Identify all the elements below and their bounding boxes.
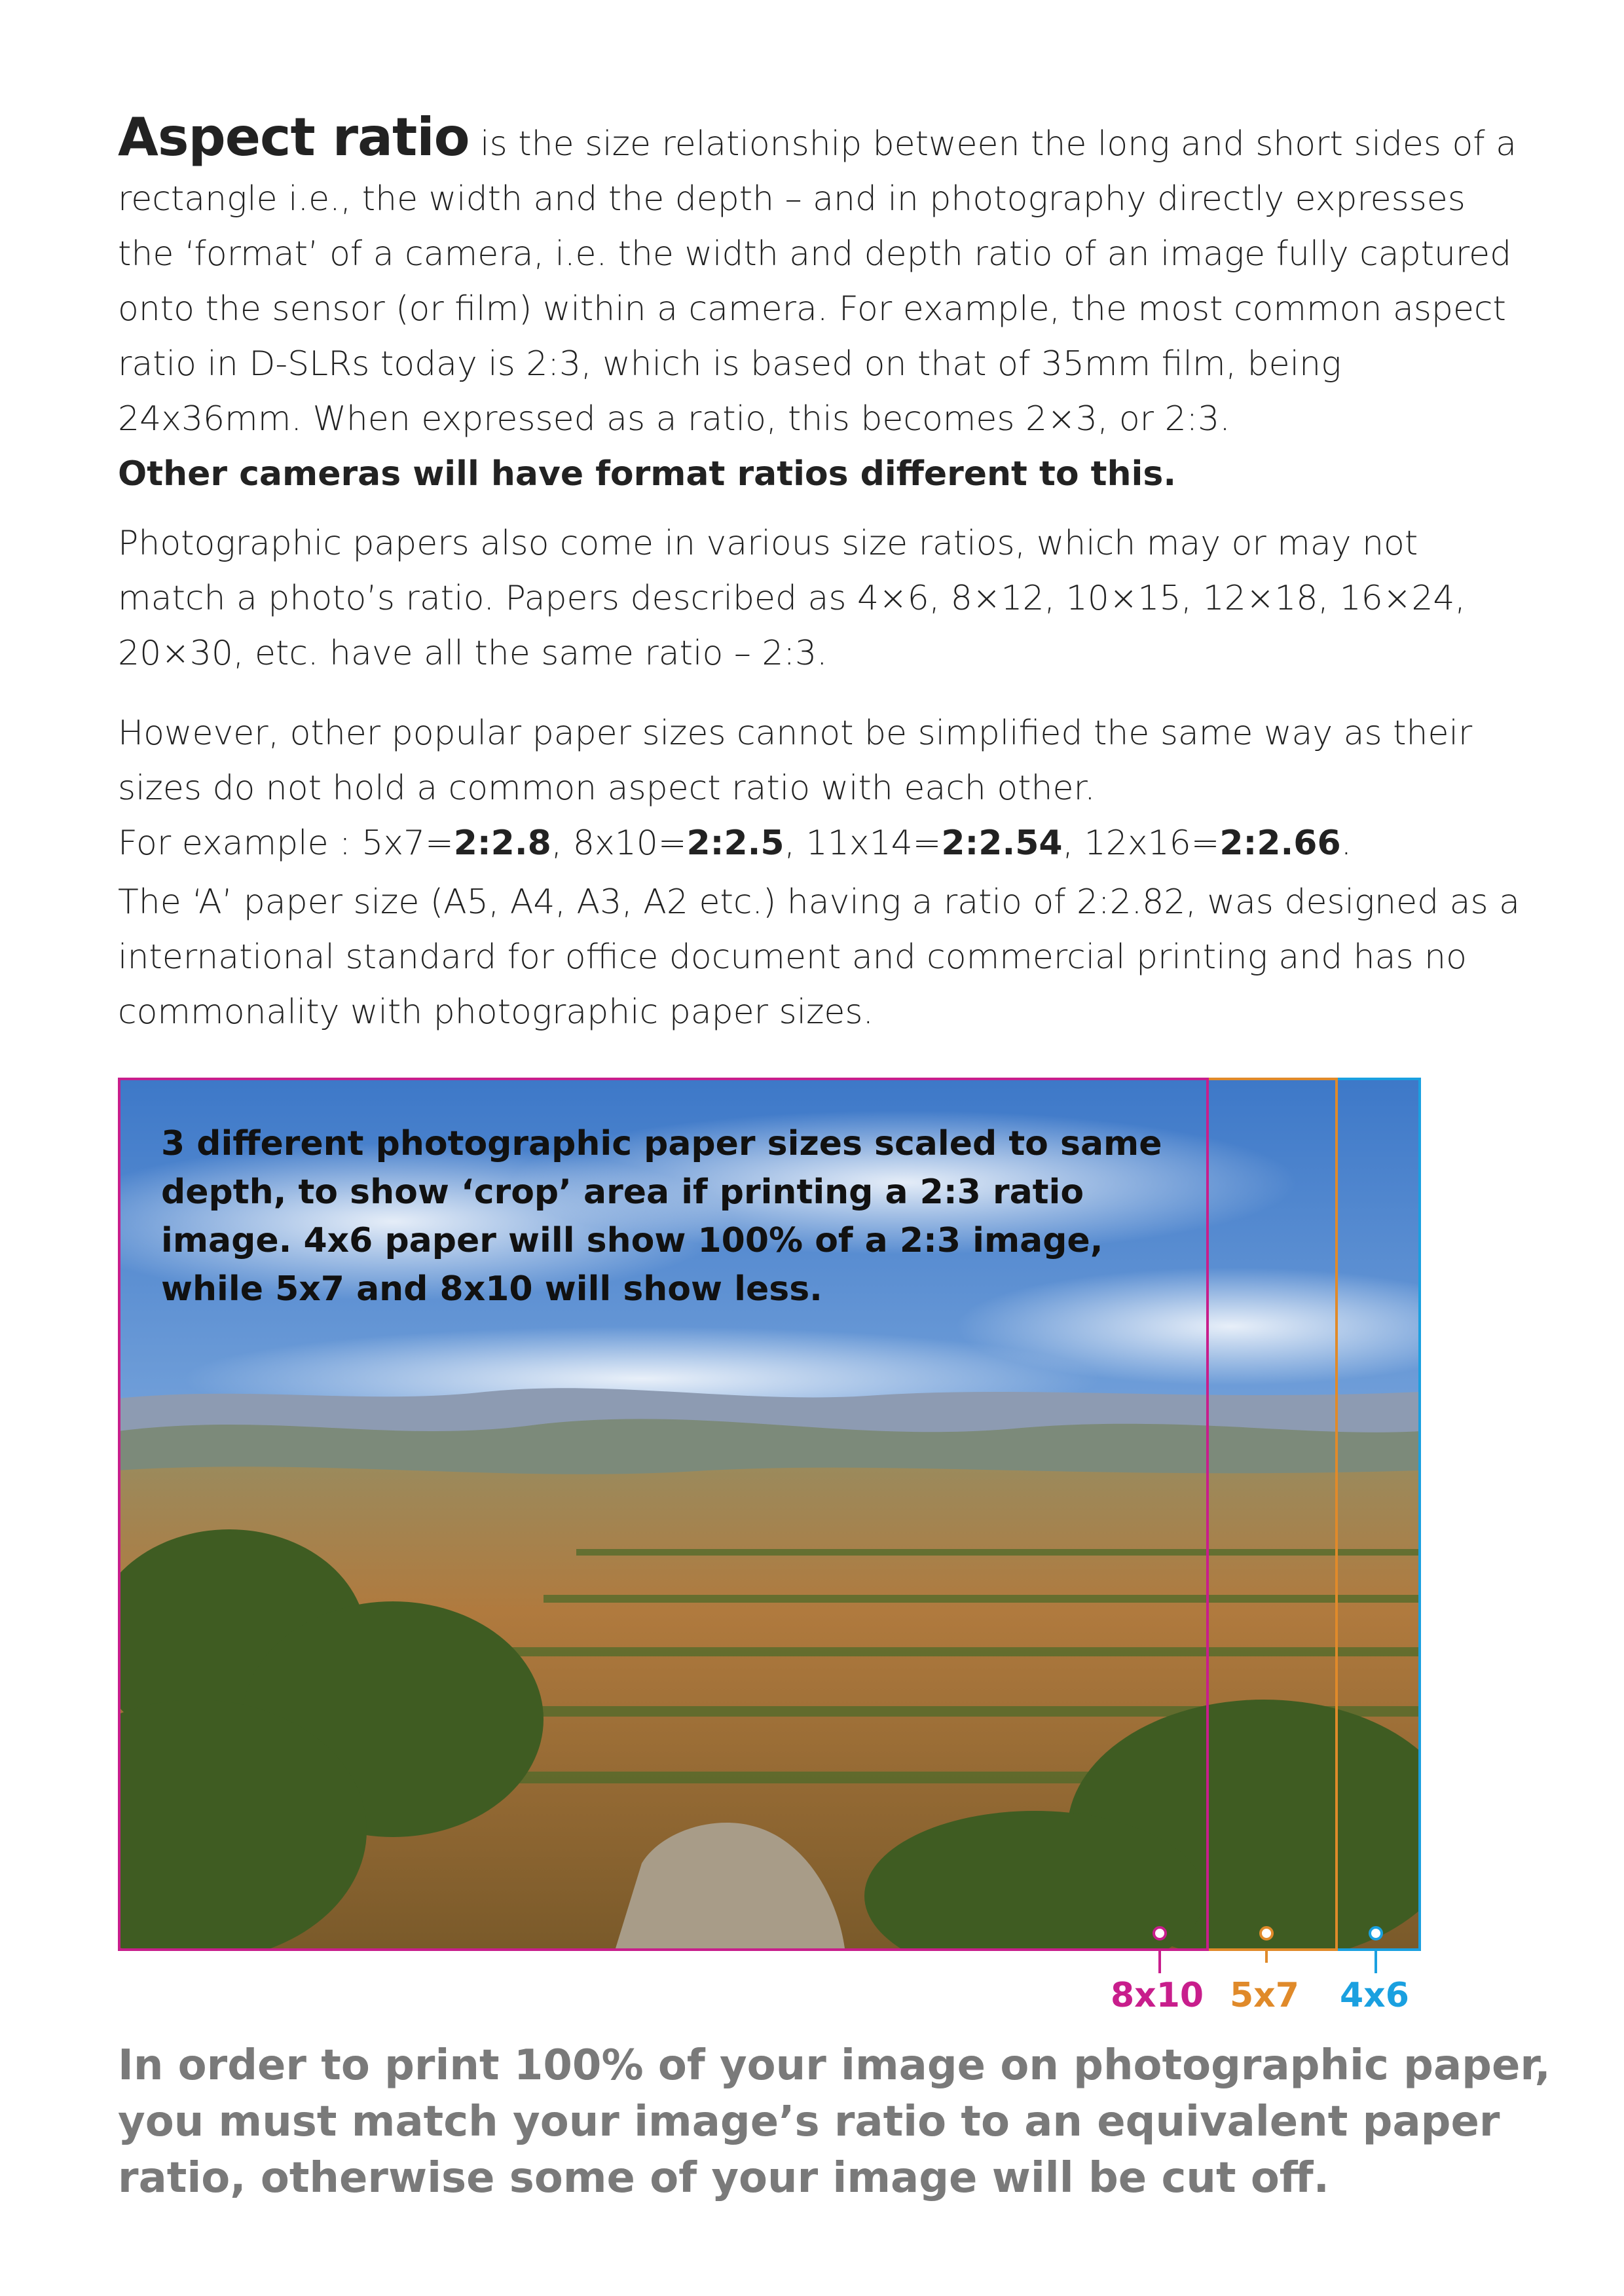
figure-caption: 3 different photographic paper sizes scaled to same depth, to show ‘crop’ area if printing a 2:3 ratio image. 4x6 paper will show 100% of a 2:3 image, while 5x7 and 8x10 will show less. xyxy=(161,1124,1162,1309)
crop-figure xyxy=(118,1078,1421,1948)
example-item: 8x10=2:2.5, xyxy=(572,824,806,863)
intro-paragraph xyxy=(118,107,1526,501)
marker-dot-5x7 xyxy=(1259,1926,1274,1941)
label-4x6: 4x6 xyxy=(1340,1976,1409,2015)
other-sizes-paragraph xyxy=(118,706,1526,871)
examples-prefix: For example : xyxy=(118,824,362,863)
example-item: 12x16=2:2.66. xyxy=(1084,824,1352,863)
example-item: 11x14=2:2.54, xyxy=(805,824,1084,863)
label-5x7: 5x7 xyxy=(1230,1976,1299,2015)
marker-dot-8x10 xyxy=(1153,1926,1167,1941)
example-item: 5x7=2:2.8, xyxy=(361,824,573,863)
examples-line xyxy=(118,816,1526,871)
marker-dot-4x6 xyxy=(1369,1926,1383,1941)
marker-line-8x10 xyxy=(1158,1948,1161,1973)
intro-emphasis: Other cameras will have format ratios different to this. xyxy=(118,454,1177,494)
paper-ratio-paragraph xyxy=(118,516,1526,681)
marker-line-5x7 xyxy=(1265,1948,1268,1963)
closing-statement: In order to print 100% of your image on photographic paper, you must match your image’s ratio to an equivalent paper ratio, otherwise some of your image will be cut off. xyxy=(118,2041,1551,2202)
lead-term: Aspect ratio xyxy=(118,107,470,168)
paper-ratio-text: Photographic papers also come in various size ratios, which may or may not match a photo’s ratio. Papers described as 4×6, 8×12, 10×15, 12×18, 16×24, 20×30, etc. have all the same ratio – 2:3. xyxy=(118,524,1466,673)
marker-line-4x6 xyxy=(1375,1948,1377,1973)
a-paper-text: The ‘A’ paper size (A5, A4, A3, A2 etc.) having a ratio of 2:2.82, was designed as a international standard for office document and commercial printing and has no commonality with photographic paper sizes. xyxy=(118,883,1521,1032)
a-paper-paragraph xyxy=(118,875,1526,1040)
label-8x10: 8x10 xyxy=(1111,1976,1204,2015)
intro-text: is the size relationship between the long and short sides of a rectangle i.e., the width and the depth – and in photography directly expresses the ‘format’ of a camera, i.e. the width and depth ratio of an image fully captured onto the sensor (or film) within a camera. For example, the most common aspect ratio in D-SLRs today is 2:3, which is based on that of 35mm film, being 24x36mm. When expressed as a ratio, this becomes 2×3, or 2:3. xyxy=(118,124,1517,439)
other-sizes-text: However, other popular paper sizes cannot be simplified the same way as their sizes do not hold a common aspect ratio with each other. xyxy=(118,714,1473,808)
